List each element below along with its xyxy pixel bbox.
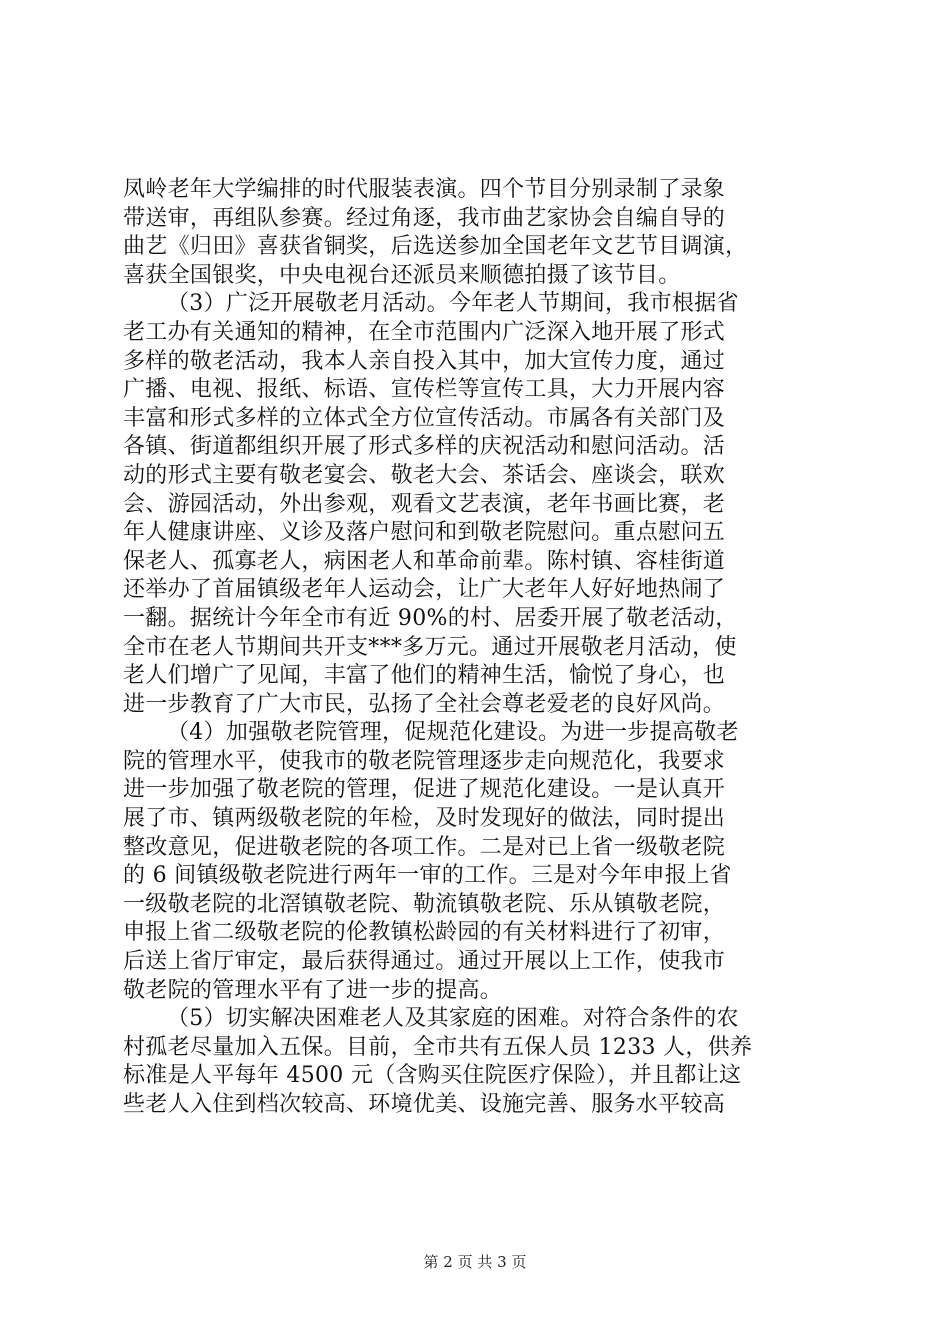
text-line: 院的管理水平，使我市的敬老院管理逐步走向规范化，我要求 [123,748,726,774]
text-line: 老工办有关通知的精神，在全市范围内广泛深入地开展了形式 [123,319,726,345]
text-line: 丰富和形式多样的立体式全方位宣传活动。市属各有关部门及 [123,405,726,431]
text-line: 的 6 间镇级敬老院进行两年一审的工作。三是对今年申报上省 [123,863,732,889]
body-text [123,176,833,1120]
text-line: 整改意见，促进敬老院的各项工作。二是对已上省一级敬老院 [123,834,726,860]
text-line: 一级敬老院的北滘镇敬老院、勒流镇敬老院、乐从镇敬老院， [123,891,726,917]
text-line: 标准是人平每年 4500 元（含购买住院医疗保险），并且都让这 [123,1063,742,1089]
text-line: 广播、电视、报纸、标语、宣传栏等宣传工具，大力开展内容 [123,377,726,403]
text-line: 各镇、街道都组织开展了形式多样的庆祝活动和慰问活动。活 [123,434,726,460]
text-line: 还举办了首届镇级老年人运动会，让广大老年人好好地热闹了 [123,577,726,603]
text-line: 展了市、镇两级敬老院的年检，及时发现好的做法，同时提出 [123,806,726,832]
page-number-footer: 第 2 页 共 3 页 [423,1253,527,1271]
text-line: 多样的敬老活动，我本人亲自投入其中，加大宣传力度，通过 [123,348,726,374]
text-line: 进一步教育了广大市民，弘扬了全社会尊老爱老的良好风尚。 [123,691,726,717]
paragraph-start-line: （3）广泛开展敬老月活动。今年老人节期间，我市根据省 [167,291,739,317]
text-line: 会、游园活动，外出参观，观看文艺表演，老年书画比赛，老 [123,491,726,517]
text-line: 申报上省二级敬老院的伦教镇松龄园的有关材料进行了初审， [123,920,726,946]
paragraph-start-line: （4）加强敬老院管理，促规范化建设。为进一步提高敬老 [167,720,739,746]
text-line: 一翻。据统计今年全市有近 90%的村、居委开展了敬老活动， [123,605,738,631]
text-line: 老人们增广了见闻，丰富了他们的精神生活，愉悦了身心，也 [123,663,726,689]
paragraph-start-line: （5）切实解决困难老人及其家庭的困难。对符合条件的农 [167,1006,739,1032]
text-line: 保老人、孤寡老人，病困老人和革命前辈。陈村镇、容桂街道 [123,548,726,574]
text-line: 进一步加强了敬老院的管理，促进了规范化建设。一是认真开 [123,777,726,803]
text-line: 凤岭老年大学编排的时代服装表演。四个节目分别录制了录象 [123,177,726,202]
text-line: 年人健康讲座、义诊及落户慰问和到敬老院慰问。重点慰问五 [123,520,726,546]
text-line: 村孤老尽量加入五保。目前，全市共有五保人员 1233 人，供养 [123,1034,753,1060]
text-line: 动的形式主要有敬老宴会、敬老大会、茶话会、座谈会，联欢 [123,462,726,488]
text-line: 后送上省厅审定，最后获得通过。通过开展以上工作，使我市 [123,949,726,975]
text-line: 曲艺《归田》喜获省铜奖，后选送参加全国老年文艺节目调演， [123,234,748,260]
text-line: 些老人入住到档次较高、环境优美、设施完善、服务水平较高 [123,1092,726,1117]
text-line: 带送审，再组队参赛。经过角逐，我市曲艺家协会自编自导的 [123,205,726,231]
text-line: 敬老院的管理水平有了进一步的提高。 [123,977,503,1003]
text-line: 全市在老人节期间共开支***多万元。通过开展敬老月活动，使 [123,634,737,660]
text-line: 喜获全国银奖，中央电视台还派员来顺德拍摄了该节目。 [123,262,681,288]
